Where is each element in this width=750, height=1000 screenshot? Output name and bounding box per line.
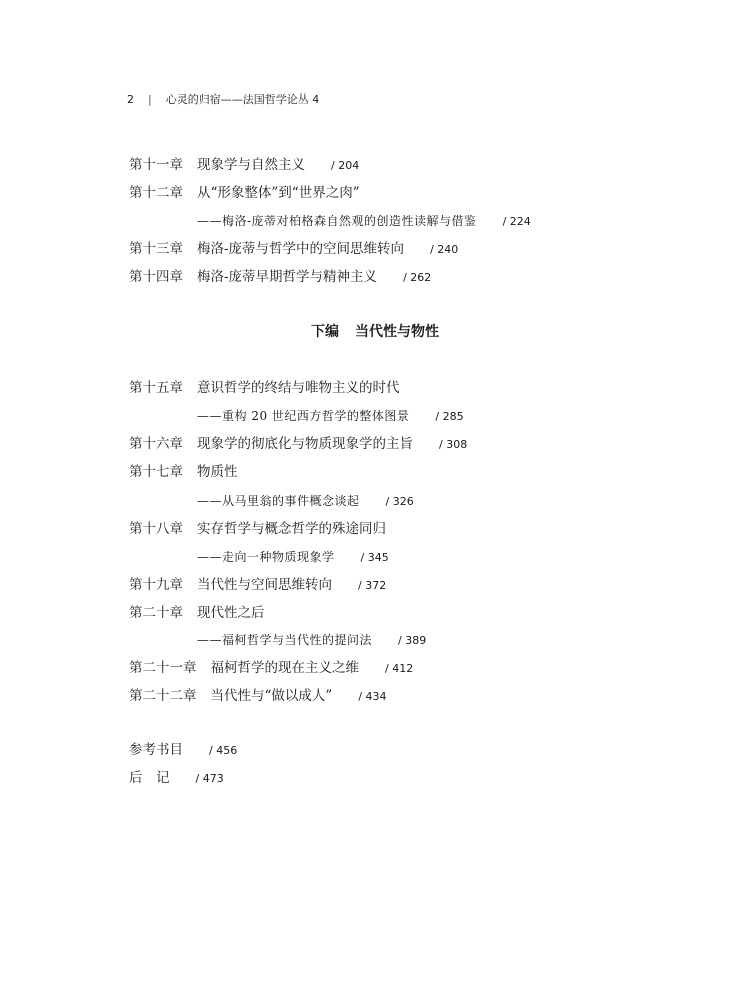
chapter-subtitle: ——重构 20 世纪西方哲学的整体图景 xyxy=(197,409,410,423)
chapter-title: 现象学的彻底化与物质现象学的主旨 xyxy=(197,436,413,452)
chapter-number: 第二十章 xyxy=(129,605,183,621)
chapter-number: 第十八章 xyxy=(129,521,183,537)
chapter-number: 第十三章 xyxy=(129,241,183,257)
page-ref: / 456 xyxy=(209,744,238,757)
chapter-title: 当代性与空间思维转向 xyxy=(197,577,332,593)
page-ref: / 326 xyxy=(385,495,414,508)
toc-entry[interactable] xyxy=(129,156,359,175)
toc-entry[interactable] xyxy=(129,687,387,706)
page-number: 2 xyxy=(127,92,134,106)
toc-entry[interactable] xyxy=(129,659,413,678)
chapter-subtitle: ——梅洛-庞蒂对柏格森自然观的创造性读解与借鉴 xyxy=(197,214,477,228)
page-ref: / 372 xyxy=(358,579,387,592)
part-title: 当代性与物性 xyxy=(355,324,439,340)
chapter-title: 从“形象整体”到“世界之肉” xyxy=(197,185,360,201)
chapter-number: 第十六章 xyxy=(129,436,183,452)
toc-subtitle[interactable] xyxy=(197,407,464,426)
chapter-title: 现代性之后 xyxy=(197,605,265,621)
part-heading xyxy=(0,321,750,341)
chapter-title: 现象学与自然主义 xyxy=(197,157,305,173)
page-ref: / 204 xyxy=(331,159,360,172)
page-ref: / 412 xyxy=(385,662,414,675)
chapter-number: 第二十一章 xyxy=(129,660,197,676)
toc-entry[interactable] xyxy=(129,435,467,454)
chapter-title: 梅洛-庞蒂与哲学中的空间思维转向 xyxy=(197,241,405,257)
toc-entry-afterword[interactable] xyxy=(129,769,224,788)
toc-entry[interactable] xyxy=(129,240,458,259)
toc-subtitle[interactable] xyxy=(197,492,414,511)
chapter-number: 第十一章 xyxy=(129,157,183,173)
page-ref: / 285 xyxy=(435,410,464,423)
chapter-number: 第十二章 xyxy=(129,185,183,201)
page-ref: / 224 xyxy=(502,215,531,228)
chapter-title: 当代性与“做以成人” xyxy=(210,688,333,704)
toc-subtitle[interactable] xyxy=(197,212,531,231)
chapter-title: 福柯哲学的现在主义之维 xyxy=(210,660,359,676)
toc-subtitle[interactable] xyxy=(197,548,389,567)
page-ref: / 389 xyxy=(398,634,427,647)
toc-entry[interactable] xyxy=(129,184,360,202)
page-ref: / 434 xyxy=(358,690,387,703)
chapter-number: 第十四章 xyxy=(129,269,183,285)
page-ref: / 308 xyxy=(439,438,468,451)
chapter-title: 意识哲学的终结与唯物主义的时代 xyxy=(197,380,400,396)
toc-subtitle[interactable] xyxy=(197,631,426,650)
back-matter-title: 后 记 xyxy=(129,770,170,786)
chapter-number: 第十五章 xyxy=(129,380,183,396)
chapter-subtitle: ——走向一种物质现象学 xyxy=(197,550,335,564)
page-ref: / 262 xyxy=(403,271,432,284)
running-header xyxy=(127,91,319,107)
header-separator: | xyxy=(148,92,152,106)
toc-entry[interactable] xyxy=(129,379,400,397)
toc-entry[interactable] xyxy=(129,604,265,622)
back-matter-title: 参考书目 xyxy=(129,742,183,758)
chapter-subtitle: ——从马里翁的事件概念谈起 xyxy=(197,494,360,508)
chapter-number: 第二十二章 xyxy=(129,688,197,704)
toc-entry[interactable] xyxy=(129,576,386,595)
page-ref: / 473 xyxy=(195,772,224,785)
chapter-number: 第十七章 xyxy=(129,464,183,480)
page-ref: / 240 xyxy=(430,243,459,256)
chapter-title: 梅洛-庞蒂早期哲学与精神主义 xyxy=(197,269,378,285)
chapter-number: 第十九章 xyxy=(129,577,183,593)
chapter-title: 物质性 xyxy=(197,464,238,480)
toc-entry-bibliography[interactable] xyxy=(129,741,237,760)
part-label: 下编 xyxy=(311,324,339,340)
page-ref: / 345 xyxy=(360,551,389,564)
chapter-subtitle: ——福柯哲学与当代性的提问法 xyxy=(197,633,373,647)
running-title: 心灵的归宿——法国哲学论丛 4 xyxy=(165,93,320,106)
toc-entry[interactable] xyxy=(129,268,431,287)
toc-entry[interactable] xyxy=(129,520,386,538)
toc-entry[interactable] xyxy=(129,463,238,481)
chapter-title: 实存哲学与概念哲学的殊途同归 xyxy=(197,521,386,537)
